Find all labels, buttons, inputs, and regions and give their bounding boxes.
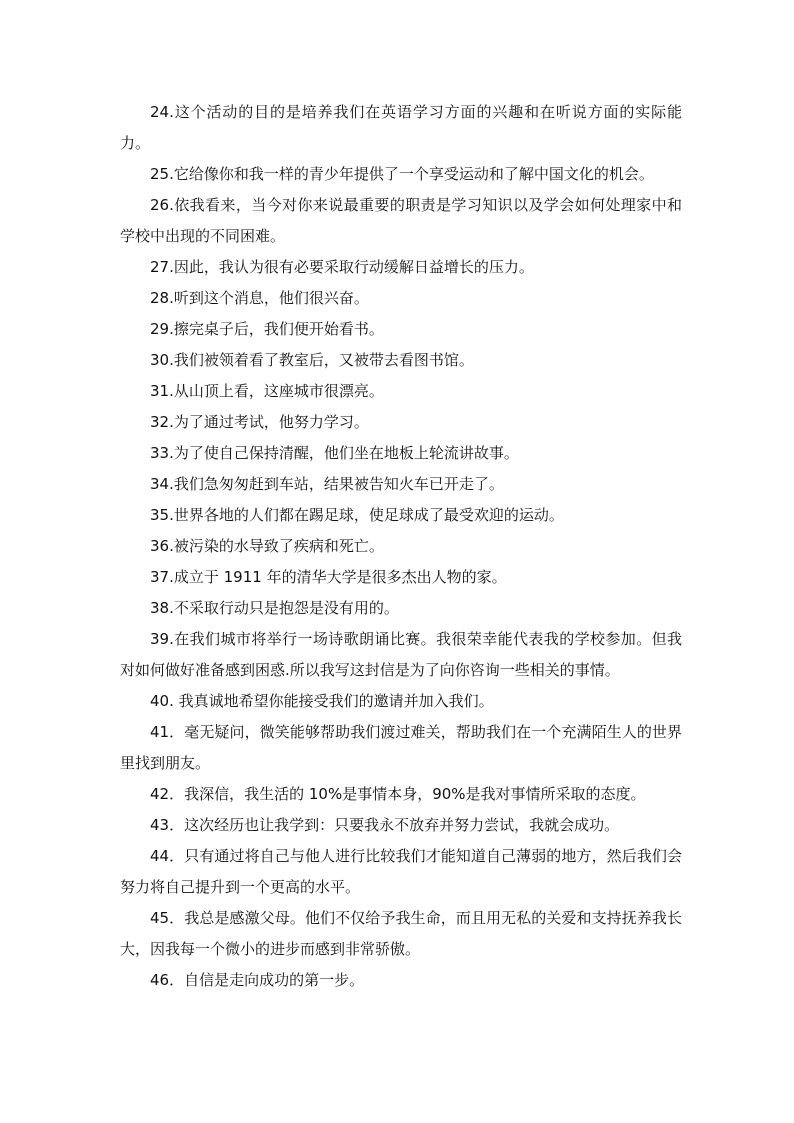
sentence-31: 31.从山顶上看，这座城市很漂亮。 <box>150 382 384 400</box>
sentence-28: 28.听到这个消息，他们很兴奋。 <box>150 289 369 307</box>
sentence-40: 40. 我真诚地希望你能接受我们的邀请并加入我们。 <box>150 692 494 710</box>
sentence-list <box>120 97 682 996</box>
sentence-39: 39.在我们城市将举行一场诗歌朗诵比赛。我很荣幸能代表我的学校参加。但我对如何做好准备感到困惑.所以我写这封信是为了向你咨询一些相关的事情。 <box>120 630 682 679</box>
sentence-33: 33.为了使自己保持清醒，他们坐在地板上轮流讲故事。 <box>150 444 519 462</box>
sentence-29: 29.擦完桌子后，我们便开始看书。 <box>150 320 384 338</box>
sentence-30: 30.我们被领着看了教室后，又被带去看图书馆。 <box>150 351 474 369</box>
sentence-27: 27.因此，我认为很有必要采取行动缓解日益增长的压力。 <box>150 258 534 276</box>
sentence-46: 46．自信是走向成功的第一步。 <box>150 971 365 989</box>
sentence-36: 36.被污染的水导致了疾病和死亡。 <box>150 537 384 555</box>
sentence-34: 34.我们急匆匆赶到车站，结果被告知火车已开走了。 <box>150 475 504 493</box>
sentence-42: 42．我深信，我生活的 10%是事情本身，90%是我对事情所采取的态度。 <box>150 785 646 803</box>
sentence-35: 35.世界各地的人们都在踢足球，使足球成了最受欢迎的运动。 <box>150 506 564 524</box>
sentence-43: 43．这次经历也让我学到：只要我永不放弃并努力尝试，我就会成功。 <box>150 816 620 834</box>
sentence-37: 37.成立于 1911 年的清华大学是很多杰出人物的家。 <box>150 568 507 586</box>
sentence-25: 25.它给像你和我一样的青少年提供了一个享受运动和了解中国文化的机会。 <box>150 165 654 183</box>
sentence-38: 38.不采取行动只是抱怨是没有用的。 <box>150 599 399 617</box>
sentence-32: 32.为了通过考试，他努力学习。 <box>150 413 369 431</box>
sentence-26: 26.依我看来，当今对你来说最重要的职责是学习知识以及学会如何处理家中和学校中出现的不同困难。 <box>120 196 682 245</box>
sentence-44: 44．只有通过将自己与他人进行比较我们才能知道自己薄弱的地方，然后我们会努力将自己提升到一个更高的水平。 <box>120 847 682 896</box>
sentence-41: 41．毫无疑问，微笑能够帮助我们渡过难关，帮助我们在一个充满陌生人的世界里找到朋友。 <box>120 723 682 772</box>
sentence-24: 24.这个活动的目的是培养我们在英语学习方面的兴趣和在听说方面的实际能力。 <box>120 103 682 152</box>
sentence-45: 45．我总是感激父母。他们不仅给予我生命，而且用无私的关爱和支持抚养我长大，因我每一个微小的进步而感到非常骄傲。 <box>120 909 682 958</box>
